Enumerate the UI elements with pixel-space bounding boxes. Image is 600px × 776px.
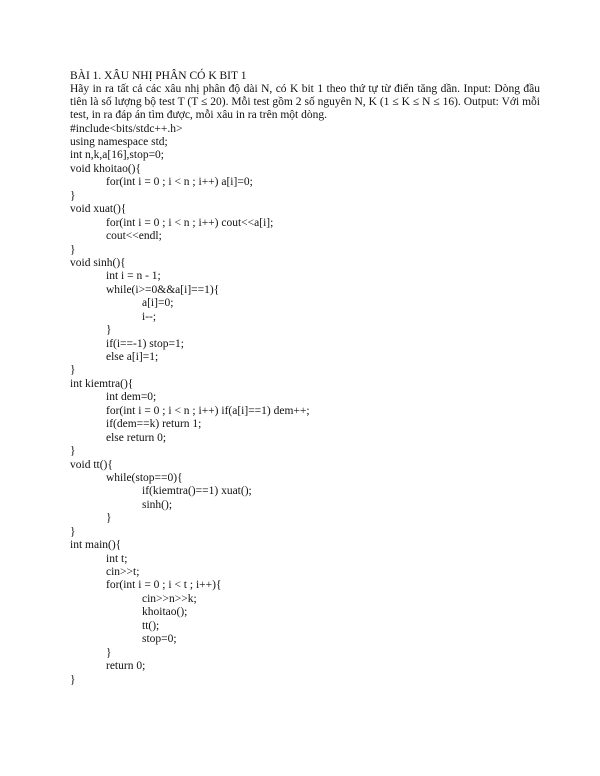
code-line: while(stop==0){ xyxy=(106,471,183,484)
code-line: tt(); xyxy=(142,619,160,632)
code-line: stop=0; xyxy=(142,633,177,646)
code-line: int i = n - 1; xyxy=(106,270,161,283)
code-line: sinh(); xyxy=(142,498,173,511)
code-line: } xyxy=(70,189,76,202)
code-line: void xuat(){ xyxy=(70,203,127,216)
code-line: a[i]=0; xyxy=(142,297,174,310)
code-line: void tt(){ xyxy=(70,458,113,471)
code-line: for(int i = 0 ; i < n ; i++) a[i]=0; xyxy=(106,176,253,189)
code-line: } xyxy=(70,364,76,377)
code-line: int main(){ xyxy=(70,539,122,552)
code-line: khoitao(); xyxy=(142,606,188,619)
exercise-title: BÀI 1. XÂU NHỊ PHÂN CÓ K BIT 1 xyxy=(70,70,247,82)
code-line: if(i==-1) stop=1; xyxy=(106,337,184,350)
code-line: if(kiemtra()==1) xuat(); xyxy=(142,485,252,498)
code-line: int kiemtra(){ xyxy=(70,377,134,390)
code-line: if(dem==k) return 1; xyxy=(106,418,202,431)
code-line: } xyxy=(70,243,76,256)
code-line: cout<<endl; xyxy=(106,230,162,243)
document-page xyxy=(70,70,540,687)
code-line: cin>>t; xyxy=(106,566,140,579)
code-line: return 0; xyxy=(106,660,146,673)
code-line: cin>>n>>k; xyxy=(142,592,197,605)
code-line: for(int i = 0 ; i < n ; i++) if(a[i]==1) dem++; xyxy=(106,404,310,417)
code-line: while(i>=0&&a[i]==1){ xyxy=(106,283,220,296)
code-line: } xyxy=(106,646,112,659)
code-line: using namespace std; xyxy=(70,136,168,149)
code-line: } xyxy=(70,525,76,538)
code-line: #include<bits/stdc++.h> xyxy=(70,122,183,135)
code-line: void khoitao(){ xyxy=(70,162,141,175)
code-line: } xyxy=(106,512,112,525)
exercise-description: Hãy in ra tất cả các xâu nhị phân độ dài N, có K bit 1 theo thứ tự từ điển tăng dần. Input: Dòng đầu tiên là số lượng bộ test T (T ≤ 20). Mỗi test gồm 2 số nguyên N, K (1 ≤ K ≤ N ≤ 16). Output: Với mỗi test, in ra đáp án tìm được, mỗi xâu in ra trên một dòng. xyxy=(70,83,540,122)
code-line: int n,k,a[16],stop=0; xyxy=(70,149,165,162)
code-line: } xyxy=(70,673,76,686)
code-line: void sinh(){ xyxy=(70,256,126,269)
code-line: else return 0; xyxy=(106,431,167,444)
code-line: for(int i = 0 ; i < n ; i++) cout<<a[i]; xyxy=(106,216,274,229)
code-line: i--; xyxy=(142,310,157,323)
code-line: } xyxy=(106,324,112,337)
code-line: int t; xyxy=(106,552,128,565)
code-line: } xyxy=(70,445,76,458)
code-line: int dem=0; xyxy=(106,391,157,404)
code-listing xyxy=(70,123,540,687)
code-line: for(int i = 0 ; i < t ; i++){ xyxy=(106,579,222,592)
code-line: else a[i]=1; xyxy=(106,351,159,364)
